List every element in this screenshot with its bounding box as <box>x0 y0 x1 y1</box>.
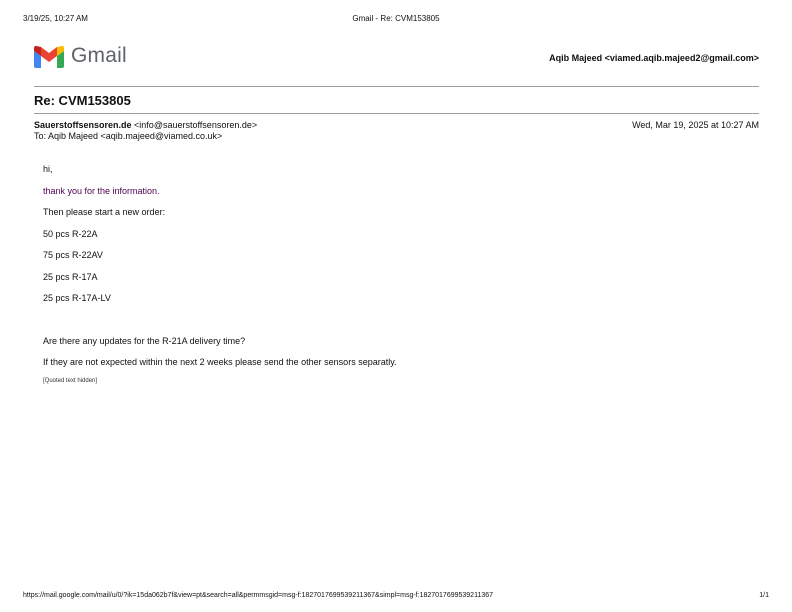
order-item: 25 pcs R-17A <box>43 271 98 282</box>
gmail-m-icon <box>34 45 64 68</box>
message-body <box>43 163 643 384</box>
print-title: Gmail - Re: CVM153805 <box>352 14 440 23</box>
gmail-logo <box>34 44 127 68</box>
print-header <box>23 14 769 26</box>
sender-email: <info@sauerstoffsensoren.de> <box>134 120 258 130</box>
order-item: 50 pcs R-22A <box>43 228 98 239</box>
spacer <box>43 314 643 335</box>
from-line <box>34 120 759 131</box>
order-item: 25 pcs R-17A-LV <box>43 293 111 303</box>
print-url: https://mail.google.com/mail/u/0/?ik=15da062b7f&view=pt&search=all&permmsgid=msg-f:1827017699539211367&simpl=msg-f:1827017699539211367 <box>23 592 494 599</box>
delivery-question: Are there any updates for the R-21A delivery time? <box>43 335 246 346</box>
sender-name: Sauerstoffsensoren.de <box>34 120 132 130</box>
header-divider <box>34 86 759 87</box>
message-date: Wed, Mar 19, 2025 at 10:27 AM <box>632 120 759 130</box>
quoted-text-toggle[interactable]: [Quoted text hidden] <box>43 377 98 384</box>
thanks-line: thank you for the information. <box>43 185 160 196</box>
print-datetime: 3/19/25, 10:27 AM <box>23 14 88 23</box>
gmail-header <box>34 44 759 72</box>
order-item: 75 pcs R-22AV <box>43 250 103 260</box>
recipient-line: To: Aqib Majeed <aqib.majeed@viamed.co.uk> <box>34 131 223 141</box>
greeting: hi, <box>43 164 53 174</box>
separate-shipping-request: If they are not expected within the next 2 weeks please send the other sensors separatly. <box>43 357 397 367</box>
page-number: 1/1 <box>759 592 769 599</box>
order-intro: Then please start a new order: <box>43 207 166 217</box>
gmail-wordmark: Gmail <box>71 44 127 67</box>
subject-divider <box>34 113 759 114</box>
account-email: Aqib Majeed <viamed.aqib.majeed2@gmail.com> <box>549 53 759 63</box>
thread-subject: Re: CVM153805 <box>34 93 131 108</box>
message-header <box>34 120 759 142</box>
print-footer <box>23 592 769 604</box>
